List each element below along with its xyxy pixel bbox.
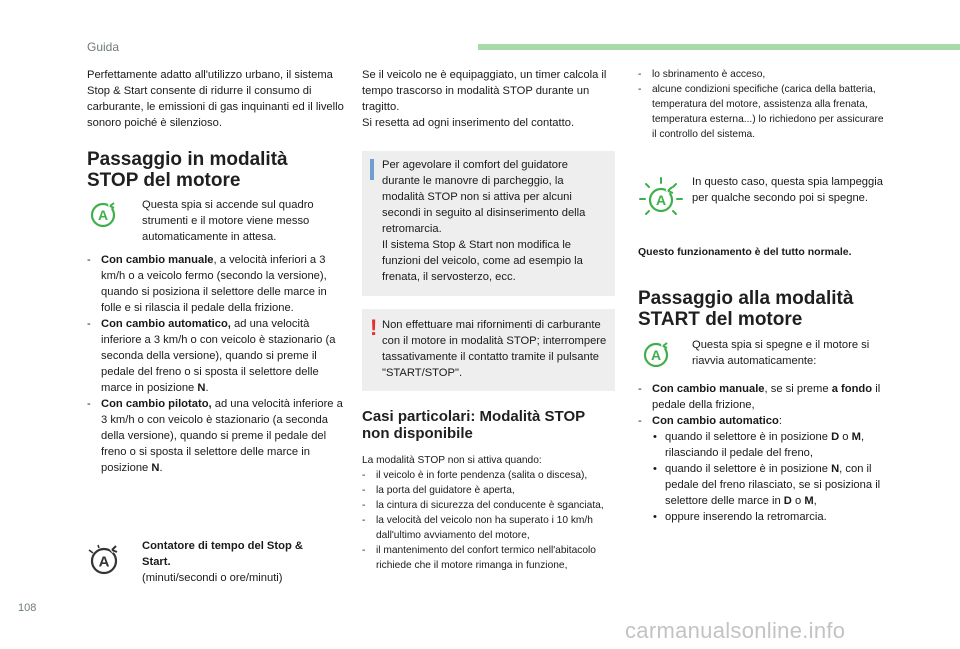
info-icon <box>370 159 374 180</box>
list-item: - il veicolo è in forte pendenza (salita o discesa), <box>362 468 618 483</box>
normal-operation-note: Questo funzionamento è del tutto normale. <box>638 246 852 258</box>
list-item: - Con cambio automatico: <box>638 413 900 429</box>
svg-text:A: A <box>98 553 110 571</box>
blinking-indicator-text: In questo caso, questa spia lampeggia per qualche secondo poi si spegne. <box>692 176 883 204</box>
list-item: • oppure inserendo la retromarcia. <box>652 509 900 525</box>
info-box: Per agevolare il comfort del guidatore durante le manovre di parcheggio, la modalità STOP non si attiva per alcuni secondi in seguito al disinserimento della retromarcia. Il sistema Stop & Start non modifica le funzioni del veicolo, come ad esempio la frenata, il servosterzo, ecc. <box>362 151 615 296</box>
stop-conditions-list <box>87 252 343 476</box>
watermark: carmanualsonline.info <box>625 618 846 643</box>
stop-indicator-text: Questa spia si accende sul quadro strumenti e il motore viene messo automaticamente in attesa. <box>142 199 314 243</box>
list-item: • quando il selettore è in posizione D o M, rilasciando il pedale del freno, <box>652 429 900 461</box>
list-item: - Con cambio pilotato, ad una velocità inferiore a 3 km/h o con veicolo è stazionario (a seconda della versione), quando si preme il pedale del freno o si sposta il selettore delle marce in posizione N. <box>87 396 343 476</box>
start-heading: Passaggio alla modalità START del motore <box>638 288 854 330</box>
stop-heading: Passaggio in modalità STOP del motore <box>87 149 288 191</box>
list-item: - Con cambio automatico, ad una velocità inferiore a 3 km/h o con veicolo è stazionario (a seconda della versione), quando si preme il pedale del freno o si sposta il selettore delle marce in posizione N. <box>87 316 343 396</box>
timer-description: Contatore di tempo del Stop & Start. (minuti/secondi o ore/minuti) <box>142 540 303 584</box>
special-cases-list-continued <box>638 67 884 142</box>
warning-icon: ! <box>370 315 378 340</box>
list-item: - Con cambio manuale, se si preme a fondo il pedale della frizione, <box>638 381 900 413</box>
warning-box: ! Non effettuare mai rifornimenti di carburante con il motore in modalità STOP; interrompere tassativamente il contatto tramite il pulsante "START/STOP". <box>362 309 615 391</box>
list-item: - Con cambio manuale, a velocità inferiori a 3 km/h o a veicolo fermo (secondo la versione), quando si posiziona il selettore delle marce in folle e si rilascia il pedale della frizione. <box>87 252 343 316</box>
svg-text:A: A <box>650 347 662 363</box>
start-conditions-list <box>638 381 900 429</box>
automatic-gearbox-sublist <box>638 429 900 525</box>
special-cases-intro: La modalità STOP non si attiva quando: <box>362 455 542 466</box>
page-number: 108 <box>18 602 37 614</box>
list-item: - alcune condizioni specifiche (carica della batteria, temperatura del motore, assistenza alla frenata, temperatura esterna...) lo richiedono per assicurare il controllo del sistema. <box>638 82 884 142</box>
timer-paragraph: Se il veicolo ne è equipaggiato, un timer calcola il tempo trascorso in modalità STOP durante un tragitto. Si resetta ad ogni inserimento del contatto. <box>362 69 607 129</box>
blinking-indicator-icon <box>638 176 684 218</box>
intro-paragraph: Perfettamente adatto all'utilizzo urbano, il sistema Stop & Start consente di ridurre il consumo di carburante, le emissioni di gas inquinanti ed il livello sonoro poiché è silenzioso. <box>87 69 344 129</box>
special-cases-heading: Casi particolari: Modalità STOP non disponibile <box>362 408 586 442</box>
list-item: - lo sbrinamento è acceso, <box>638 67 884 82</box>
special-cases-list <box>362 468 618 573</box>
list-item: - la velocità del veicolo non ha superato i 10 km/h dall'ultimo avviamento del motore, <box>362 513 618 543</box>
stop-start-indicator-icon <box>87 201 119 229</box>
list-item: - il mantenimento del confort termico nell'abitacolo richiede che il motore rimanga in funzione, <box>362 543 618 573</box>
stop-start-indicator-icon <box>640 341 672 369</box>
list-item: - la porta del guidatore è aperta, <box>362 483 618 498</box>
timer-icon <box>87 543 121 577</box>
section-label: Guida <box>87 40 120 54</box>
list-item: - la cintura di sicurezza del conducente è sganciata, <box>362 498 618 513</box>
start-conditions <box>638 381 900 525</box>
header-accent-bar <box>478 44 960 50</box>
list-item: • quando il selettore è in posizione N, con il pedale del freno rilasciato, se si posiziona il selettore delle marce in D o M, <box>652 461 900 509</box>
svg-text:A: A <box>655 192 667 208</box>
svg-text:A: A <box>97 207 109 223</box>
start-indicator-text: Questa spia si spegne e il motore si riavvia automaticamente: <box>692 339 870 367</box>
